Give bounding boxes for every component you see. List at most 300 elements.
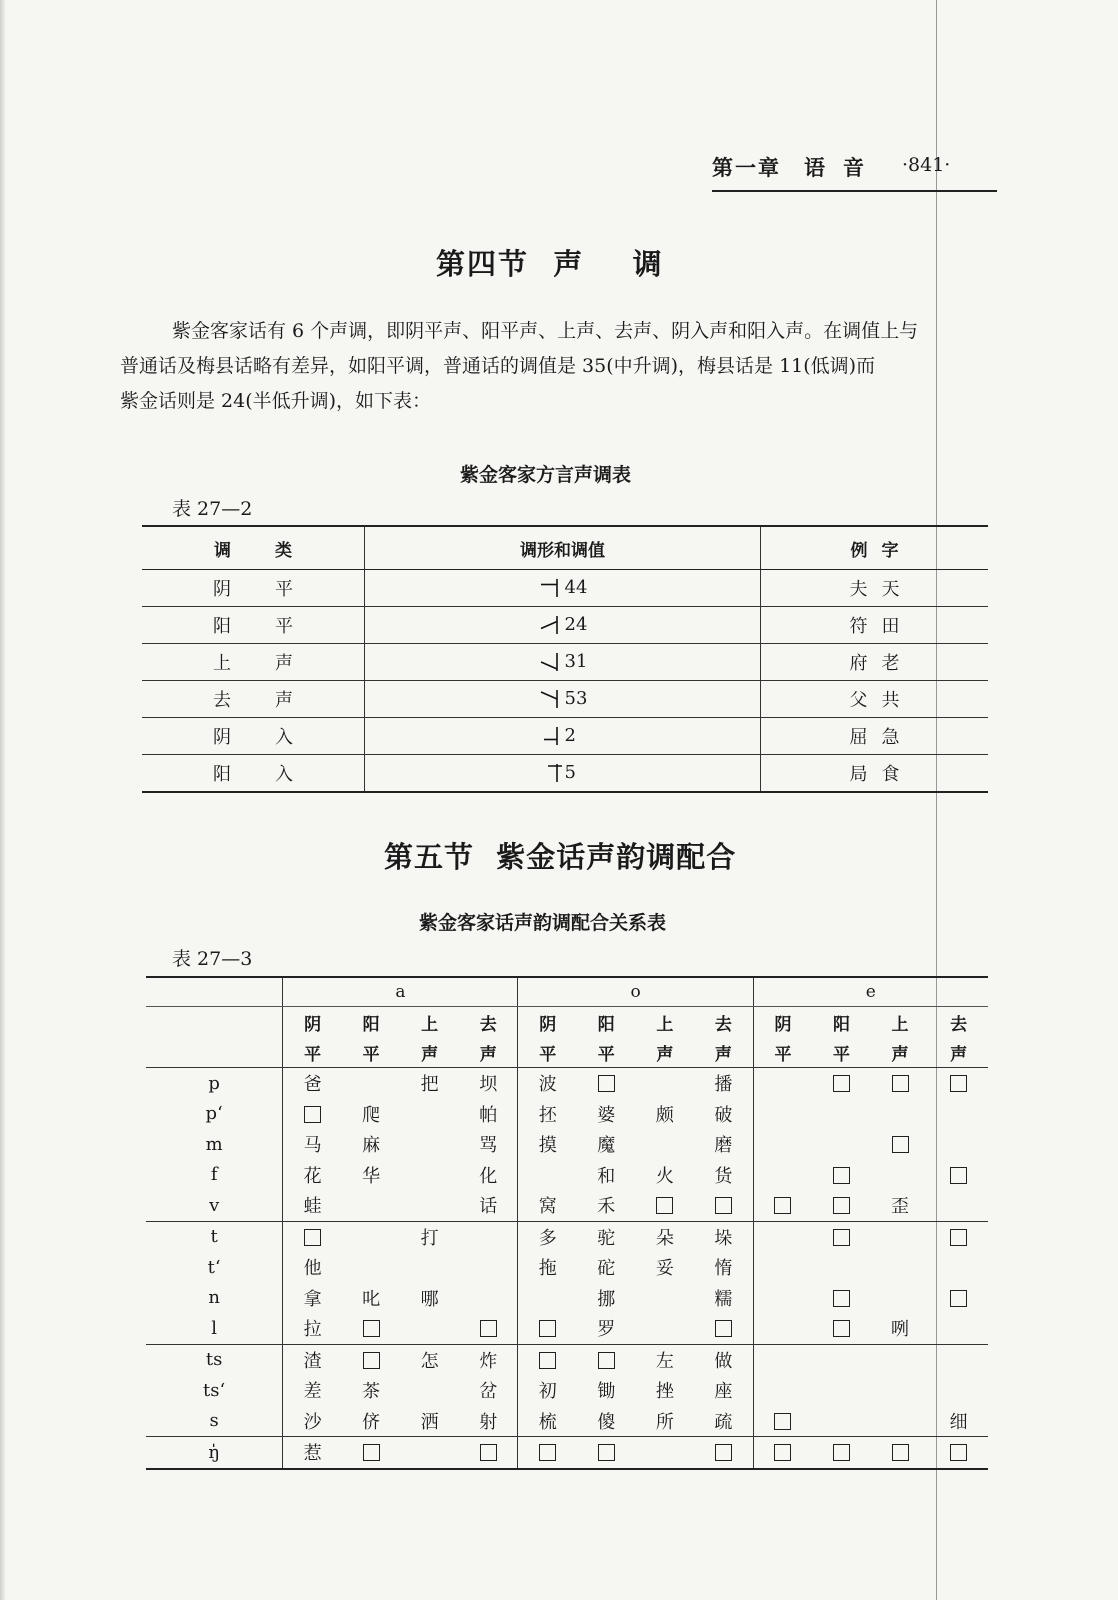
table-row: [146, 1129, 988, 1160]
tone-examples: 符田: [761, 607, 989, 644]
tone-value: 53: [564, 688, 588, 709]
final-o-header: o: [518, 977, 753, 1007]
empty-syllable-box: [694, 1437, 753, 1469]
final-a-header: a: [283, 977, 518, 1007]
box-icon: [892, 1444, 909, 1461]
syllable-cell: 惹: [283, 1437, 342, 1469]
syllable-cell: 锄: [597, 1381, 616, 1403]
syllable-cell: 疏: [694, 1406, 753, 1437]
box-icon: [480, 1320, 497, 1337]
syllable-cell: [400, 1313, 459, 1344]
syllable-cell: 左: [655, 1350, 674, 1372]
syllable-cell: 磨: [694, 1129, 753, 1160]
empty-syllable-box: [812, 1068, 871, 1099]
syllable-cell: [871, 1221, 930, 1252]
syllable-cell: 麻: [362, 1135, 381, 1157]
initial-consonant: t: [146, 1221, 283, 1252]
tone-header-top: 去: [459, 1007, 518, 1038]
syllable-cell: 马: [303, 1135, 322, 1157]
empty-syllable-box: [283, 1099, 342, 1130]
syllable-cell: 抷: [538, 1104, 557, 1126]
initial-consonant: ŋ̍: [146, 1437, 283, 1469]
tone-header-bottom: 声: [459, 1037, 518, 1068]
syllable-cell: [929, 1129, 988, 1160]
syllable-cell: [342, 1252, 401, 1283]
empty-syllable-box: [812, 1221, 871, 1252]
tone-header-top: 上: [421, 1014, 439, 1035]
initial-consonant: n: [146, 1283, 283, 1314]
paragraph-line-2: 普通话及梅县话略有差异，如阳平调，普通话的调值是 35(中升调)，梅县话是 11(低调)而: [120, 355, 876, 377]
box-icon: [539, 1444, 556, 1461]
tone-header-top: 阴: [539, 1014, 557, 1035]
syllable-cell: [342, 1190, 401, 1221]
syllable-cell: 爸: [303, 1074, 322, 1096]
box-icon: [774, 1444, 791, 1461]
syllable-cell: 座: [694, 1375, 753, 1406]
initial-consonant: ts: [146, 1344, 283, 1375]
tone-header-top: 阳: [362, 1014, 380, 1035]
tone-category: 上声: [142, 644, 365, 681]
empty-syllable-box: [518, 1344, 577, 1375]
box-icon: [950, 1290, 967, 1307]
distribution-table-number: 表 27—3: [172, 948, 253, 970]
empty-syllable-box: [577, 1344, 636, 1375]
tone-row: [142, 644, 988, 681]
tone-header-bottom: 声: [929, 1037, 988, 1068]
initial-consonant: tʻ: [146, 1252, 283, 1283]
empty-syllable-box: [812, 1160, 871, 1191]
syllable-cell: 歪: [871, 1190, 930, 1221]
syllable-cell: 沙: [283, 1406, 342, 1437]
box-icon: [950, 1229, 967, 1246]
initial-consonant: v: [146, 1190, 283, 1221]
tone-value: 31: [564, 651, 588, 672]
tone-header-bottom: 平: [812, 1037, 871, 1068]
paragraph-line-1: 紫金客家话有 6 个声调，即阴平声、阳平声、上声、去声、阴入声和阳入声。在调值上与: [172, 320, 919, 342]
distribution-table-title: 紫金客家话声韵调配合关系表: [419, 912, 667, 934]
empty-syllable-box: [871, 1437, 930, 1469]
tone-row: [142, 681, 988, 718]
initial-consonant: tsʻ: [146, 1375, 283, 1406]
syllable-cell: 坝: [459, 1068, 518, 1099]
tone-value: 5: [564, 762, 576, 783]
syllable-cell: 蛙: [283, 1190, 342, 1221]
empty-syllable-box: [459, 1437, 518, 1469]
syllable-cell: [812, 1099, 871, 1130]
box-icon: [950, 1444, 967, 1461]
syllable-cell: 魔: [597, 1135, 616, 1157]
syllable-cell: 播: [694, 1068, 753, 1099]
syllable-cell: 挪: [597, 1288, 616, 1310]
box-icon: [363, 1352, 380, 1369]
table-row: [146, 1344, 988, 1375]
empty-syllable-box: [812, 1190, 871, 1221]
syllable-cell: 颇: [655, 1104, 674, 1126]
tone-category: 阴入: [142, 718, 365, 755]
syllable-cell: 惰: [694, 1252, 753, 1283]
syllable-cell: 差: [303, 1381, 322, 1403]
syllable-cell: [753, 1129, 812, 1160]
initial-consonant: p: [146, 1068, 283, 1099]
syllable-cell: 话: [459, 1190, 518, 1221]
box-icon: [950, 1075, 967, 1092]
syllable-cell: 咧: [871, 1313, 930, 1344]
syllable-cell: 初: [538, 1381, 557, 1403]
tone-header-top: 上: [891, 1014, 909, 1035]
tone-header-top: 阴: [304, 1014, 322, 1035]
initial-consonant: s: [146, 1406, 283, 1437]
syllable-cell: 花: [303, 1165, 322, 1187]
empty-syllable-box: [929, 1160, 988, 1191]
syllable-cell: [812, 1252, 871, 1283]
syllable-cell: 做: [694, 1344, 753, 1375]
table-row: [146, 1406, 988, 1437]
empty-syllable-box: [812, 1283, 871, 1314]
syllable-cell: [812, 1406, 871, 1437]
syllable-cell: [400, 1129, 459, 1160]
tone-table-number: 表 27—2: [172, 498, 253, 520]
syllable-cell: [812, 1375, 871, 1406]
box-icon: [892, 1075, 909, 1092]
syllable-cell: [929, 1190, 988, 1221]
box-icon: [539, 1352, 556, 1369]
syllable-cell: 打: [420, 1227, 439, 1249]
box-icon: [598, 1352, 615, 1369]
syllable-cell: 他: [303, 1258, 322, 1280]
tone-header-top: 阴: [774, 1014, 792, 1035]
initial-consonant: pʻ: [146, 1099, 283, 1130]
empty-syllable-box: [577, 1068, 636, 1099]
box-icon: [833, 1167, 850, 1184]
empty-syllable-box: [636, 1190, 695, 1221]
empty-syllable-box: [283, 1221, 342, 1252]
syllable-cell: 波: [538, 1074, 557, 1096]
syllable-cell: 砣: [597, 1258, 616, 1280]
table-row: [146, 1099, 988, 1130]
syllable-cell: [518, 1160, 577, 1191]
syllable-cell: [400, 1437, 459, 1469]
syllable-cell: 妥: [655, 1258, 674, 1280]
syllable-cell: 糯: [694, 1283, 753, 1314]
tone-letter-icon: [538, 651, 562, 673]
syllable-cell: 驼: [597, 1227, 616, 1249]
syllable-cell: [753, 1068, 812, 1099]
header-tone-category: 调类: [142, 526, 365, 570]
syllable-cell: 爬: [362, 1104, 381, 1126]
syllable-cell: 怎: [420, 1350, 439, 1372]
tone-header-top: 去: [694, 1007, 753, 1038]
tone-header-bottom: 声: [694, 1037, 753, 1068]
empty-syllable-box: [929, 1283, 988, 1314]
syllable-cell: [871, 1283, 930, 1314]
syllable-cell: [753, 1160, 812, 1191]
syllable-cell: [812, 1344, 871, 1375]
box-icon: [304, 1229, 321, 1246]
tone-header-bottom: 平: [577, 1037, 636, 1068]
syllable-cell: 所: [636, 1406, 695, 1437]
initial-consonant: f: [146, 1160, 283, 1191]
tone-row: [142, 718, 988, 755]
syllable-cell: 破: [694, 1099, 753, 1130]
tone-header-bottom: 平: [753, 1037, 812, 1068]
empty-syllable-box: [753, 1437, 812, 1469]
syllable-cell: 射: [459, 1406, 518, 1437]
tone-table: [142, 525, 988, 793]
syllable-cell: 货: [694, 1160, 753, 1191]
tone-row: [142, 607, 988, 644]
tone-examples: 屈急: [761, 718, 989, 755]
syllable-cell: 拖: [538, 1258, 557, 1280]
table-row: [146, 1252, 988, 1283]
syllable-cell: 罗: [577, 1313, 636, 1344]
tone-value-cell: [365, 644, 761, 681]
tone-header-bottom: 声: [400, 1037, 459, 1068]
syllable-cell: 禾: [577, 1190, 636, 1221]
syllable-cell: 化: [459, 1160, 518, 1191]
tone-value-cell: [365, 681, 761, 718]
box-icon: [539, 1320, 556, 1337]
syllable-cell: [459, 1221, 518, 1252]
syllable-cell: [636, 1129, 695, 1160]
tone-letter-icon: [538, 577, 562, 599]
empty-syllable-box: [871, 1068, 930, 1099]
tone-letter-icon: [538, 614, 562, 636]
empty-syllable-box: [694, 1313, 753, 1344]
syllable-cell: [636, 1283, 695, 1314]
tone-examples: 夫天: [761, 570, 989, 607]
final-e-header: e: [753, 977, 988, 1007]
tone-letter-icon: [538, 762, 562, 784]
tone-category: 阳平: [142, 607, 365, 644]
tone-category: 阴平: [142, 570, 365, 607]
tone-header-top: 阳: [597, 1014, 615, 1035]
syllable-cell: [753, 1375, 812, 1406]
box-icon: [950, 1167, 967, 1184]
box-icon: [480, 1444, 497, 1461]
syllable-cell: [929, 1313, 988, 1344]
tone-value-cell: [365, 755, 761, 793]
syllable-cell: [871, 1344, 930, 1375]
box-icon: [833, 1290, 850, 1307]
empty-syllable-box: [812, 1437, 871, 1469]
box-icon: [715, 1444, 732, 1461]
syllable-cell: [871, 1252, 930, 1283]
box-icon: [598, 1075, 615, 1092]
syllable-cell: 细: [929, 1406, 988, 1437]
syllable-cell: 火: [655, 1165, 674, 1187]
syllable-cell: 窝: [518, 1190, 577, 1221]
syllable-cell: 帕: [459, 1099, 518, 1130]
chapter-label: 第一章: [712, 155, 781, 180]
tone-header-bottom: 平: [518, 1037, 577, 1068]
syllable-cell: [753, 1252, 812, 1283]
box-icon: [304, 1106, 321, 1123]
tone-examples: 局食: [761, 755, 989, 793]
box-icon: [833, 1075, 850, 1092]
syllable-cell: 拿: [303, 1288, 322, 1310]
corner-cell-2: [146, 1007, 283, 1038]
syllable-cell: 哪: [420, 1288, 439, 1310]
tone-examples: 父共: [761, 681, 989, 718]
tone-header-bottom: 声: [636, 1037, 695, 1068]
syllable-cell: 挫: [655, 1381, 674, 1403]
syllable-cell: [812, 1129, 871, 1160]
corner-cell: [146, 977, 283, 1007]
empty-syllable-box: [342, 1437, 401, 1469]
syllable-cell: [636, 1437, 695, 1469]
syllable-cell: 拉: [283, 1313, 342, 1344]
tone-category: 去声: [142, 681, 365, 718]
syllable-cell: 炸: [459, 1344, 518, 1375]
tone-value-cell: [365, 718, 761, 755]
empty-syllable-box: [342, 1344, 401, 1375]
syllable-cell: [342, 1068, 401, 1099]
box-icon: [774, 1413, 791, 1430]
tone-header-bottom: 声: [871, 1037, 930, 1068]
table-row: [146, 1190, 988, 1221]
syllable-cell: [753, 1283, 812, 1314]
tone-table-title: 紫金客家方言声调表: [460, 464, 632, 486]
syllable-cell: 叱: [362, 1288, 381, 1310]
box-icon: [363, 1320, 380, 1337]
table-row: [146, 1160, 988, 1191]
empty-syllable-box: [753, 1406, 812, 1437]
tone-header-bottom: 平: [283, 1037, 342, 1068]
table-row: [146, 1068, 988, 1099]
running-head: [712, 150, 997, 192]
table-row: [146, 1375, 988, 1406]
book-spine-shadow: [0, 0, 6, 1600]
body-paragraph: [120, 314, 998, 419]
box-icon: [833, 1444, 850, 1461]
syllable-cell: 垛: [694, 1221, 753, 1252]
tone-header-top: 去: [950, 1014, 968, 1035]
syllable-cell: 茶: [362, 1381, 381, 1403]
syllable-cell: [400, 1375, 459, 1406]
syllable-cell: 梳: [518, 1406, 577, 1437]
tone-value: 24: [564, 614, 588, 635]
syllable-cell: [636, 1313, 695, 1344]
syllable-cell: 把: [420, 1074, 439, 1096]
syllable-cell: [753, 1221, 812, 1252]
tone-value-cell: [365, 607, 761, 644]
tone-category: 阳入: [142, 755, 365, 793]
box-icon: [656, 1197, 673, 1214]
empty-syllable-box: [929, 1221, 988, 1252]
tone-value: 2: [564, 725, 576, 746]
tone-value-cell: [365, 570, 761, 607]
page-number: ·841·: [902, 154, 951, 176]
paragraph-line-3: 紫金话则是 24(半低升调)，如下表：: [120, 390, 432, 412]
section-4-title: 第四节 声 调: [436, 247, 664, 281]
tone-value: 44: [564, 577, 588, 598]
header-tone-value: 调形和调值: [365, 526, 761, 570]
syllable-cell: [871, 1375, 930, 1406]
syllable-cell: 摸: [538, 1135, 557, 1157]
table-row: [146, 1221, 988, 1252]
syllable-cell: 和: [597, 1165, 616, 1187]
syllable-cell: 渣: [303, 1350, 322, 1372]
tone-row: [142, 570, 988, 607]
empty-syllable-box: [871, 1129, 930, 1160]
box-icon: [833, 1320, 850, 1337]
syllable-cell: [753, 1344, 812, 1375]
empty-syllable-box: [518, 1437, 577, 1469]
tone-row: [142, 755, 988, 793]
initial-consonant: m: [146, 1129, 283, 1160]
syllable-cell: 华: [362, 1165, 381, 1187]
box-icon: [833, 1197, 850, 1214]
syllable-cell: [459, 1252, 518, 1283]
tone-header-bottom: 平: [342, 1037, 401, 1068]
syllable-cell: [400, 1160, 459, 1191]
box-icon: [598, 1444, 615, 1461]
tone-examples: 府老: [761, 644, 989, 681]
syllable-cell: 洒: [400, 1406, 459, 1437]
syllable-cell: 朵: [655, 1227, 674, 1249]
syllable-cell: [929, 1252, 988, 1283]
syllable-cell: [929, 1099, 988, 1130]
tone-header-top: 上: [656, 1014, 674, 1035]
tone-letter-icon: [538, 725, 562, 747]
box-icon: [833, 1229, 850, 1246]
syllable-cell: 婆: [597, 1104, 616, 1126]
syllable-cell: 岔: [459, 1375, 518, 1406]
syllable-cell: [636, 1068, 695, 1099]
syllable-cell: [929, 1375, 988, 1406]
syllable-cell: [518, 1283, 577, 1314]
syllable-cell: [871, 1406, 930, 1437]
empty-syllable-box: [577, 1437, 636, 1469]
chapter-title: 语音: [804, 155, 882, 180]
empty-syllable-box: [812, 1313, 871, 1344]
header-examples: 例字: [761, 526, 989, 570]
syllable-cell: [342, 1221, 401, 1252]
empty-syllable-box: [753, 1190, 812, 1221]
syllable-cell: 傻: [577, 1406, 636, 1437]
syllable-cell: [400, 1190, 459, 1221]
tone-header-top: 阳: [832, 1014, 850, 1035]
syllable-cell: [400, 1099, 459, 1130]
tone-letter-icon: [538, 688, 562, 710]
box-icon: [892, 1136, 909, 1153]
empty-syllable-box: [694, 1190, 753, 1221]
corner-cell-3: [146, 1037, 283, 1068]
syllable-cell: 骂: [459, 1129, 518, 1160]
distribution-table: [146, 976, 988, 1470]
initial-consonant: l: [146, 1313, 283, 1344]
syllable-cell: 多: [538, 1227, 557, 1249]
syllable-cell: [400, 1252, 459, 1283]
box-icon: [363, 1444, 380, 1461]
syllable-cell: 侪: [342, 1406, 401, 1437]
syllable-cell: [459, 1283, 518, 1314]
table-row: [146, 1283, 988, 1314]
table-row: [146, 1437, 988, 1469]
syllable-cell: [753, 1313, 812, 1344]
empty-syllable-box: [929, 1437, 988, 1469]
table-row: [146, 1313, 988, 1344]
section-5-title: 第五节 紫金话声韵调配合: [384, 840, 737, 874]
syllable-cell: [753, 1099, 812, 1130]
box-icon: [715, 1320, 732, 1337]
empty-syllable-box: [518, 1313, 577, 1344]
syllable-cell: [871, 1160, 930, 1191]
empty-syllable-box: [459, 1313, 518, 1344]
empty-syllable-box: [342, 1313, 401, 1344]
empty-syllable-box: [929, 1068, 988, 1099]
box-icon: [715, 1197, 732, 1214]
